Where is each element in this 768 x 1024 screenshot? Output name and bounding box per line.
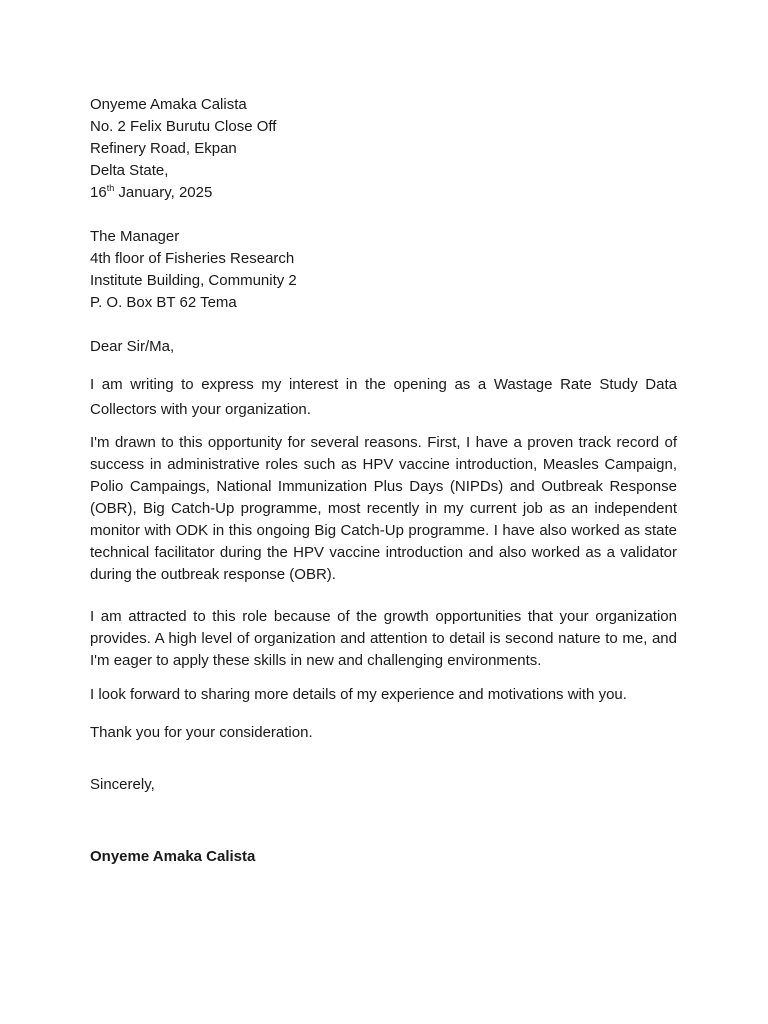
letter-page [90,94,677,868]
sender-name: Onyeme Amaka Calista [90,96,247,113]
recipient-line-1: The Manager [90,228,180,245]
date-month-year: January, 2025 [114,184,213,201]
date-day: 16 [90,184,107,201]
sender-address-line-2: Refinery Road, Ekpan [90,140,237,157]
recipient-line-3: Institute Building, Community 2 [90,272,297,289]
letter-date [90,182,677,204]
sender-address-line-3: Delta State, [90,162,169,179]
date-suffix: th [106,183,115,193]
recipient-line-2: 4th floor of Fisheries Research [90,250,295,267]
sender-address-line-1: No. 2 Felix Burutu Close Off [90,118,277,135]
body-paragraph-2: I'm drawn to this opportunity for several reasons. First, I have a proven track record of success in administrative roles such as HPV vaccine introduction, Measles Campaign, Polio Campaings, National Immunization Plus Days (NIPDs) and Outbreak Response (OBR), Big Catch-Up programme, most recently in my current job as an independent monitor with ODK in this ongoing Big Catch-Up programme. I have also worked as state technical facilitator during the HPV vaccine introduction and also worked as a validator during the outbreak response (OBR). [90,434,677,583]
recipient-address-block [90,226,677,314]
salutation: Dear Sir/Ma, [90,338,175,355]
signature-name: Onyeme Amaka Calista [90,848,256,865]
body-paragraph-5: Thank you for your consideration. [90,724,313,741]
body-paragraph-4: I look forward to sharing more details of my experience and motivations with you. [90,686,627,703]
closing: Sincerely, [90,776,155,793]
body-paragraph-1: I am writing to express my interest in the opening as a Wastage Rate Study Data Collectors with your organization. [90,376,677,418]
body-paragraph-3: I am attracted to this role because of the growth opportunities that your organization provides. A high level of organization and attention to detail is second nature to me, and I'm eager to apply these skills in new and challenging environments. [90,608,677,669]
recipient-line-4: P. O. Box BT 62 Tema [90,294,237,311]
sender-address-block [90,94,677,204]
